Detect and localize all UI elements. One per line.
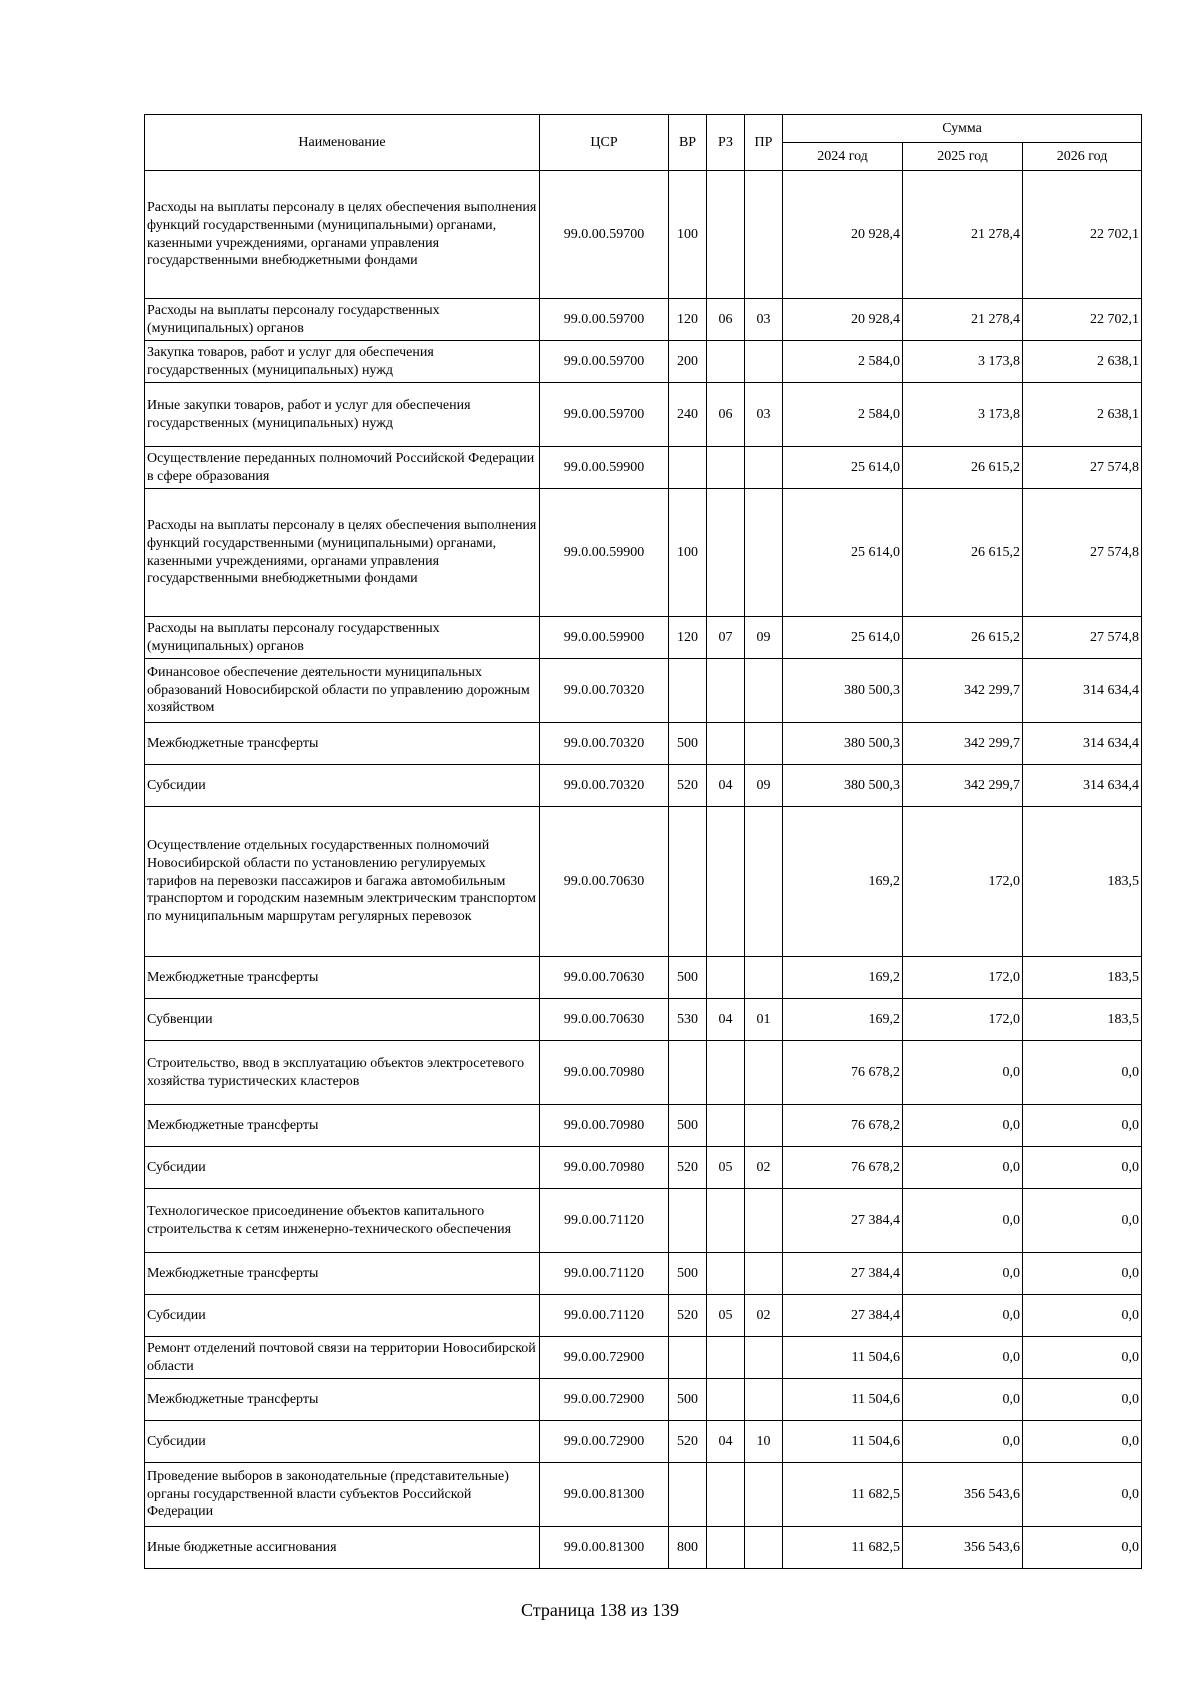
row-rz xyxy=(707,1337,745,1379)
table-row xyxy=(145,447,1142,489)
row-name: Межбюджетные трансферты xyxy=(145,1253,540,1295)
row-name: Субсидии xyxy=(145,1147,540,1189)
row-name: Расходы на выплаты персоналу государственных (муниципальных) органов xyxy=(145,617,540,659)
row-csr: 99.0.00.70630 xyxy=(540,957,669,999)
table-row xyxy=(145,765,1142,807)
row-sum-2026: 0,0 xyxy=(1023,1295,1142,1337)
row-csr: 99.0.00.70320 xyxy=(540,723,669,765)
row-sum-2024: 11 682,5 xyxy=(783,1527,903,1569)
header-year-2025: 2025 год xyxy=(903,143,1023,171)
row-pr xyxy=(745,489,783,617)
row-sum-2026: 22 702,1 xyxy=(1023,171,1142,299)
row-rz xyxy=(707,1105,745,1147)
row-sum-2026: 0,0 xyxy=(1023,1527,1142,1569)
row-pr xyxy=(745,659,783,723)
row-sum-2025: 0,0 xyxy=(903,1379,1023,1421)
table-row xyxy=(145,341,1142,383)
row-name: Межбюджетные трансферты xyxy=(145,957,540,999)
row-rz xyxy=(707,489,745,617)
row-sum-2026: 0,0 xyxy=(1023,1421,1142,1463)
row-pr xyxy=(745,1189,783,1253)
row-sum-2024: 169,2 xyxy=(783,957,903,999)
row-sum-2026: 27 574,8 xyxy=(1023,447,1142,489)
row-rz: 07 xyxy=(707,617,745,659)
row-vr xyxy=(669,447,707,489)
row-sum-2024: 25 614,0 xyxy=(783,489,903,617)
header-year-2024: 2024 год xyxy=(783,143,903,171)
row-sum-2024: 27 384,4 xyxy=(783,1189,903,1253)
table-row xyxy=(145,1295,1142,1337)
row-name: Субсидии xyxy=(145,1295,540,1337)
row-rz xyxy=(707,1463,745,1527)
table-row xyxy=(145,1253,1142,1295)
row-sum-2025: 0,0 xyxy=(903,1295,1023,1337)
row-sum-2026: 0,0 xyxy=(1023,1105,1142,1147)
row-sum-2026: 0,0 xyxy=(1023,1379,1142,1421)
row-sum-2025: 356 543,6 xyxy=(903,1463,1023,1527)
row-pr xyxy=(745,1041,783,1105)
row-name: Закупка товаров, работ и услуг для обеспечения государственных (муниципальных) нужд xyxy=(145,341,540,383)
row-name: Субсидии xyxy=(145,765,540,807)
row-sum-2026: 183,5 xyxy=(1023,999,1142,1041)
row-name: Расходы на выплаты персоналу в целях обеспечения выполнения функций государственными (муниципальными) органами, казенными учреждениями, органами управления государственными внебюджетными фондами xyxy=(145,171,540,299)
row-sum-2026: 0,0 xyxy=(1023,1337,1142,1379)
table-row xyxy=(145,1379,1142,1421)
row-sum-2024: 11 504,6 xyxy=(783,1379,903,1421)
row-csr: 99.0.00.70980 xyxy=(540,1105,669,1147)
row-csr: 99.0.00.81300 xyxy=(540,1527,669,1569)
row-csr: 99.0.00.81300 xyxy=(540,1463,669,1527)
row-sum-2024: 380 500,3 xyxy=(783,659,903,723)
row-sum-2026: 314 634,4 xyxy=(1023,659,1142,723)
row-sum-2026: 0,0 xyxy=(1023,1147,1142,1189)
row-csr: 99.0.00.71120 xyxy=(540,1189,669,1253)
row-name: Межбюджетные трансферты xyxy=(145,1105,540,1147)
row-pr xyxy=(745,807,783,957)
row-rz xyxy=(707,1189,745,1253)
row-sum-2024: 11 504,6 xyxy=(783,1421,903,1463)
row-name: Технологическое присоединение объектов капитального строительства к сетям инженерно-технического обеспечения xyxy=(145,1189,540,1253)
row-sum-2025: 342 299,7 xyxy=(903,659,1023,723)
row-vr xyxy=(669,1463,707,1527)
row-vr: 100 xyxy=(669,489,707,617)
row-sum-2026: 2 638,1 xyxy=(1023,383,1142,447)
row-rz xyxy=(707,171,745,299)
row-sum-2024: 25 614,0 xyxy=(783,447,903,489)
row-sum-2024: 169,2 xyxy=(783,807,903,957)
row-csr: 99.0.00.70630 xyxy=(540,807,669,957)
table-row xyxy=(145,1337,1142,1379)
row-vr: 530 xyxy=(669,999,707,1041)
table-row xyxy=(145,957,1142,999)
row-sum-2025: 21 278,4 xyxy=(903,171,1023,299)
table-row xyxy=(145,1147,1142,1189)
row-sum-2024: 76 678,2 xyxy=(783,1105,903,1147)
row-rz xyxy=(707,807,745,957)
row-sum-2026: 0,0 xyxy=(1023,1253,1142,1295)
row-sum-2024: 27 384,4 xyxy=(783,1295,903,1337)
row-vr: 800 xyxy=(669,1527,707,1569)
row-csr: 99.0.00.72900 xyxy=(540,1379,669,1421)
table-row xyxy=(145,1105,1142,1147)
row-sum-2025: 0,0 xyxy=(903,1337,1023,1379)
row-name: Иные бюджетные ассигнования xyxy=(145,1527,540,1569)
table-row xyxy=(145,1189,1142,1253)
row-sum-2025: 172,0 xyxy=(903,807,1023,957)
row-sum-2025: 26 615,2 xyxy=(903,617,1023,659)
row-pr xyxy=(745,1379,783,1421)
row-rz: 06 xyxy=(707,299,745,341)
row-sum-2026: 0,0 xyxy=(1023,1189,1142,1253)
row-rz: 05 xyxy=(707,1295,745,1337)
row-rz: 04 xyxy=(707,1421,745,1463)
row-sum-2025: 0,0 xyxy=(903,1189,1023,1253)
row-sum-2025: 0,0 xyxy=(903,1421,1023,1463)
row-pr xyxy=(745,957,783,999)
row-vr: 520 xyxy=(669,765,707,807)
row-rz xyxy=(707,957,745,999)
row-sum-2025: 0,0 xyxy=(903,1147,1023,1189)
row-rz xyxy=(707,447,745,489)
row-pr: 10 xyxy=(745,1421,783,1463)
row-vr: 500 xyxy=(669,957,707,999)
row-pr: 02 xyxy=(745,1295,783,1337)
page-number: Страница 138 из 139 xyxy=(521,1600,679,1620)
row-vr: 520 xyxy=(669,1147,707,1189)
row-rz xyxy=(707,1041,745,1105)
row-rz xyxy=(707,341,745,383)
row-pr xyxy=(745,1253,783,1295)
row-name: Осуществление переданных полномочий Российской Федерации в сфере образования xyxy=(145,447,540,489)
row-csr: 99.0.00.70320 xyxy=(540,659,669,723)
row-rz xyxy=(707,1379,745,1421)
row-pr xyxy=(745,1527,783,1569)
row-csr: 99.0.00.59900 xyxy=(540,617,669,659)
row-rz xyxy=(707,723,745,765)
row-sum-2025: 3 173,8 xyxy=(903,341,1023,383)
row-vr: 240 xyxy=(669,383,707,447)
row-name: Осуществление отдельных государственных полномочий Новосибирской области по установлению регулируемых тарифов на перевозки пассажиров и багажа автомобильным транспортом и городским наземным электрическим транспортом по муниципальным маршрутам регулярных перевозок xyxy=(145,807,540,957)
row-sum-2025: 0,0 xyxy=(903,1253,1023,1295)
row-pr: 01 xyxy=(745,999,783,1041)
row-name: Проведение выборов в законодательные (представительные) органы государственной власти субъектов Российской Федерации xyxy=(145,1463,540,1527)
row-sum-2024: 11 504,6 xyxy=(783,1337,903,1379)
table-header xyxy=(145,115,1142,171)
row-vr xyxy=(669,807,707,957)
row-sum-2025: 172,0 xyxy=(903,999,1023,1041)
header-pr: ПР xyxy=(745,115,783,171)
row-rz xyxy=(707,1527,745,1569)
row-csr: 99.0.00.70980 xyxy=(540,1147,669,1189)
row-name: Строительство, ввод в эксплуатацию объектов электросетевого хозяйства туристических кластеров xyxy=(145,1041,540,1105)
row-name: Субсидии xyxy=(145,1421,540,1463)
table-row xyxy=(145,383,1142,447)
table-row xyxy=(145,617,1142,659)
row-vr: 520 xyxy=(669,1295,707,1337)
row-sum-2025: 0,0 xyxy=(903,1041,1023,1105)
table-row xyxy=(145,1421,1142,1463)
row-csr: 99.0.00.59700 xyxy=(540,341,669,383)
row-name: Межбюджетные трансферты xyxy=(145,723,540,765)
header-vr: ВР xyxy=(669,115,707,171)
row-rz: 04 xyxy=(707,999,745,1041)
row-pr: 03 xyxy=(745,383,783,447)
row-sum-2024: 2 584,0 xyxy=(783,341,903,383)
row-name: Расходы на выплаты персоналу государственных (муниципальных) органов xyxy=(145,299,540,341)
row-name: Финансовое обеспечение деятельности муниципальных образований Новосибирской области по управлению дорожным хозяйством xyxy=(145,659,540,723)
row-sum-2025: 342 299,7 xyxy=(903,723,1023,765)
row-sum-2025: 172,0 xyxy=(903,957,1023,999)
row-rz xyxy=(707,1253,745,1295)
row-csr: 99.0.00.71120 xyxy=(540,1253,669,1295)
row-pr: 03 xyxy=(745,299,783,341)
row-pr xyxy=(745,1337,783,1379)
table-row xyxy=(145,1463,1142,1527)
row-sum-2024: 2 584,0 xyxy=(783,383,903,447)
row-sum-2026: 22 702,1 xyxy=(1023,299,1142,341)
row-pr xyxy=(745,447,783,489)
row-csr: 99.0.00.72900 xyxy=(540,1421,669,1463)
row-csr: 99.0.00.59700 xyxy=(540,171,669,299)
row-vr xyxy=(669,1041,707,1105)
row-csr: 99.0.00.70630 xyxy=(540,999,669,1041)
row-csr: 99.0.00.59900 xyxy=(540,447,669,489)
row-sum-2024: 169,2 xyxy=(783,999,903,1041)
row-sum-2025: 356 543,6 xyxy=(903,1527,1023,1569)
row-sum-2026: 183,5 xyxy=(1023,957,1142,999)
row-vr: 120 xyxy=(669,617,707,659)
row-pr: 09 xyxy=(745,617,783,659)
row-sum-2024: 380 500,3 xyxy=(783,723,903,765)
row-name: Иные закупки товаров, работ и услуг для обеспечения государственных (муниципальных) нужд xyxy=(145,383,540,447)
row-pr xyxy=(745,1463,783,1527)
row-sum-2026: 314 634,4 xyxy=(1023,723,1142,765)
row-pr xyxy=(745,1105,783,1147)
row-rz: 06 xyxy=(707,383,745,447)
row-vr: 500 xyxy=(669,1379,707,1421)
row-sum-2025: 21 278,4 xyxy=(903,299,1023,341)
row-sum-2024: 380 500,3 xyxy=(783,765,903,807)
row-sum-2024: 20 928,4 xyxy=(783,171,903,299)
table-body xyxy=(145,171,1142,1569)
row-sum-2026: 0,0 xyxy=(1023,1041,1142,1105)
row-sum-2025: 26 615,2 xyxy=(903,489,1023,617)
row-sum-2026: 183,5 xyxy=(1023,807,1142,957)
row-csr: 99.0.00.70320 xyxy=(540,765,669,807)
row-vr xyxy=(669,1189,707,1253)
row-rz xyxy=(707,659,745,723)
row-pr xyxy=(745,171,783,299)
row-vr xyxy=(669,1337,707,1379)
row-vr: 120 xyxy=(669,299,707,341)
row-csr: 99.0.00.59900 xyxy=(540,489,669,617)
budget-table xyxy=(144,114,1142,1569)
row-sum-2025: 3 173,8 xyxy=(903,383,1023,447)
row-name: Субвенции xyxy=(145,999,540,1041)
row-vr: 520 xyxy=(669,1421,707,1463)
row-pr xyxy=(745,341,783,383)
header-rz: РЗ xyxy=(707,115,745,171)
table-row xyxy=(145,299,1142,341)
table-row xyxy=(145,999,1142,1041)
row-sum-2026: 314 634,4 xyxy=(1023,765,1142,807)
table-row xyxy=(145,1527,1142,1569)
header-sum: Сумма xyxy=(783,115,1142,143)
row-sum-2024: 76 678,2 xyxy=(783,1147,903,1189)
row-vr: 200 xyxy=(669,341,707,383)
row-csr: 99.0.00.71120 xyxy=(540,1295,669,1337)
header-csr: ЦСР xyxy=(540,115,669,171)
row-csr: 99.0.00.59700 xyxy=(540,299,669,341)
table-row xyxy=(145,807,1142,957)
row-sum-2025: 26 615,2 xyxy=(903,447,1023,489)
row-name: Межбюджетные трансферты xyxy=(145,1379,540,1421)
row-vr: 500 xyxy=(669,723,707,765)
row-csr: 99.0.00.59700 xyxy=(540,383,669,447)
row-sum-2025: 342 299,7 xyxy=(903,765,1023,807)
row-sum-2026: 27 574,8 xyxy=(1023,489,1142,617)
row-vr: 500 xyxy=(669,1253,707,1295)
table-row xyxy=(145,723,1142,765)
row-csr: 99.0.00.70980 xyxy=(540,1041,669,1105)
row-sum-2026: 0,0 xyxy=(1023,1463,1142,1527)
row-name: Расходы на выплаты персоналу в целях обеспечения выполнения функций государственными (муниципальными) органами, казенными учреждениями, органами управления государственными внебюджетными фондами xyxy=(145,489,540,617)
table-row xyxy=(145,1041,1142,1105)
row-sum-2024: 76 678,2 xyxy=(783,1041,903,1105)
table-row xyxy=(145,171,1142,299)
row-pr xyxy=(745,723,783,765)
row-name: Ремонт отделений почтовой связи на территории Новосибирской области xyxy=(145,1337,540,1379)
row-sum-2025: 0,0 xyxy=(903,1105,1023,1147)
row-sum-2024: 20 928,4 xyxy=(783,299,903,341)
row-rz: 04 xyxy=(707,765,745,807)
row-sum-2026: 2 638,1 xyxy=(1023,341,1142,383)
table-row xyxy=(145,659,1142,723)
header-year-2026: 2026 год xyxy=(1023,143,1142,171)
row-vr xyxy=(669,659,707,723)
row-rz: 05 xyxy=(707,1147,745,1189)
row-sum-2024: 27 384,4 xyxy=(783,1253,903,1295)
row-pr: 02 xyxy=(745,1147,783,1189)
row-vr: 100 xyxy=(669,171,707,299)
table-row xyxy=(145,489,1142,617)
row-pr: 09 xyxy=(745,765,783,807)
header-name: Наименование xyxy=(145,115,540,171)
row-vr: 500 xyxy=(669,1105,707,1147)
row-sum-2024: 11 682,5 xyxy=(783,1463,903,1527)
row-csr: 99.0.00.72900 xyxy=(540,1337,669,1379)
row-sum-2024: 25 614,0 xyxy=(783,617,903,659)
row-sum-2026: 27 574,8 xyxy=(1023,617,1142,659)
